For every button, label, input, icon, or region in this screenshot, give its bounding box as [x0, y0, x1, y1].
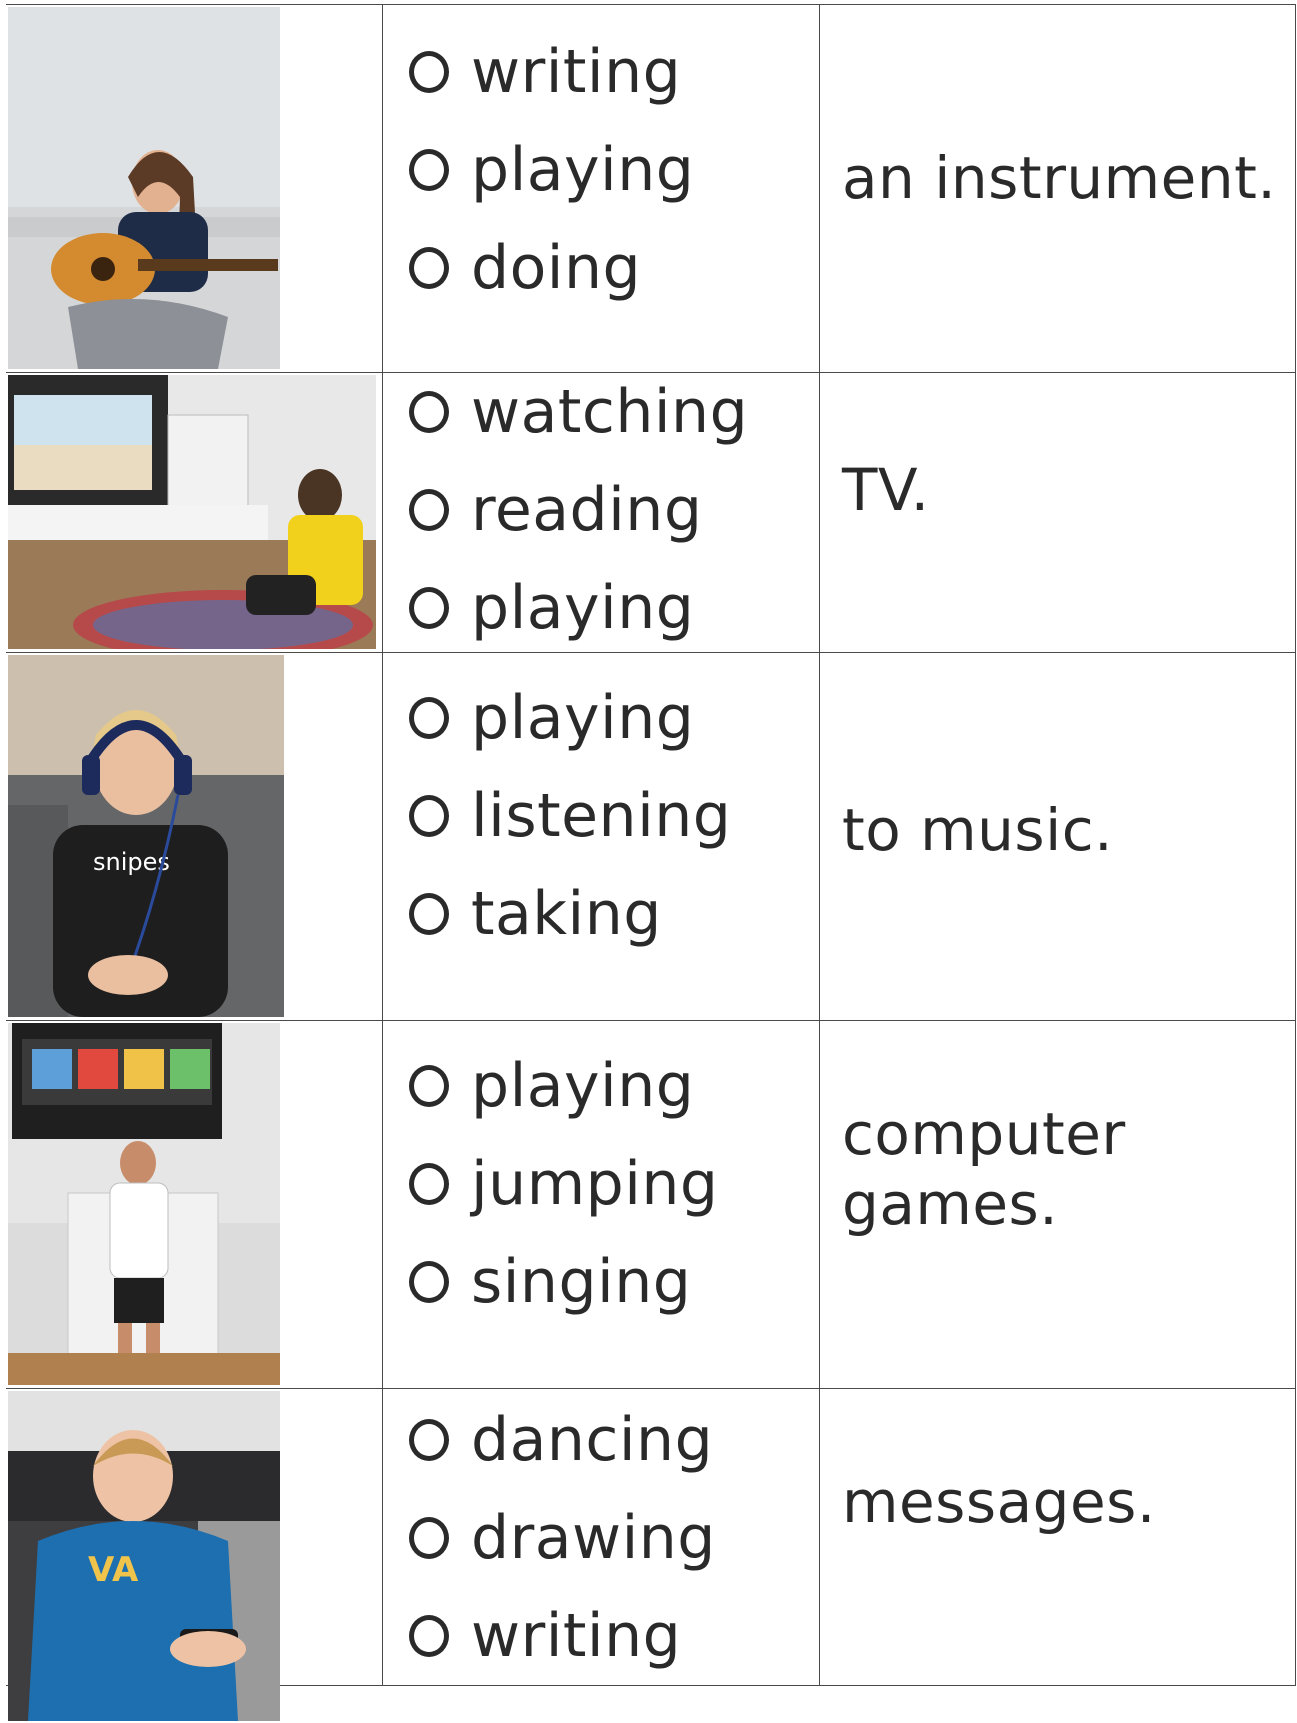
ending-cell: [820, 653, 1296, 1021]
worksheet-table: [6, 4, 1296, 1684]
options-cell: [382, 1389, 820, 1685]
table-row: [6, 4, 1296, 373]
option-item[interactable]: [409, 233, 641, 303]
options-cell: [382, 5, 820, 373]
radio-circle-icon[interactable]: [409, 697, 449, 739]
ending-cell: [820, 373, 1296, 653]
sentence-ending: to music.: [842, 796, 1114, 864]
options-cell: [382, 373, 820, 653]
option-label: playing: [471, 573, 695, 643]
option-label: doing: [471, 233, 642, 303]
radio-circle-icon[interactable]: [409, 795, 449, 837]
option-label: reading: [471, 475, 703, 545]
photo-girl-playing-guitar: [8, 7, 280, 369]
table-row: [6, 652, 1296, 1021]
option-item[interactable]: [409, 683, 694, 753]
photo-boy-standing-by-tv: [8, 1023, 280, 1385]
radio-circle-icon[interactable]: [409, 149, 449, 191]
option-item[interactable]: [409, 1247, 691, 1317]
sentence-ending: messages.: [842, 1468, 1156, 1536]
photo-boy-listening-music: [8, 655, 284, 1017]
table-row: [6, 1020, 1296, 1389]
option-item[interactable]: [409, 37, 681, 107]
option-item[interactable]: [409, 377, 748, 447]
option-item[interactable]: [409, 1503, 716, 1573]
photo-cell: [6, 653, 382, 1021]
option-label: watching: [471, 377, 749, 447]
table-row: [6, 1388, 1296, 1686]
options-cell: [382, 653, 820, 1021]
option-label: singing: [471, 1247, 692, 1317]
option-item[interactable]: [409, 1149, 719, 1219]
option-item[interactable]: [409, 1405, 713, 1475]
photo-boy-watching-tv: [8, 375, 376, 649]
photo-cell: [6, 373, 382, 653]
option-label: jumping: [471, 1149, 719, 1219]
radio-circle-icon[interactable]: [409, 391, 449, 433]
ending-cell: [820, 1021, 1296, 1389]
radio-circle-icon[interactable]: [409, 51, 449, 93]
option-label: playing: [471, 1051, 695, 1121]
option-label: dancing: [471, 1405, 714, 1475]
photo-cell: [6, 1389, 382, 1685]
radio-circle-icon[interactable]: [409, 1163, 449, 1205]
option-item[interactable]: [409, 879, 662, 949]
radio-circle-icon[interactable]: [409, 1419, 449, 1461]
option-item[interactable]: [409, 1051, 694, 1121]
svg-text:snipes: snipes: [93, 848, 170, 876]
sentence-ending: TV.: [842, 456, 930, 524]
option-item[interactable]: [409, 1601, 681, 1671]
ending-cell: [820, 1389, 1296, 1685]
option-label: playing: [471, 683, 695, 753]
ending-cell: [820, 5, 1296, 373]
option-label: writing: [471, 37, 682, 107]
option-item[interactable]: [409, 573, 694, 643]
table-row: [6, 372, 1296, 653]
sentence-ending: an instrument.: [842, 144, 1277, 212]
photo-cell: [6, 5, 382, 373]
options-cell: [382, 1021, 820, 1389]
photo-cell: [6, 1021, 382, 1389]
option-item[interactable]: [409, 135, 694, 205]
radio-circle-icon[interactable]: [409, 587, 449, 629]
option-label: playing: [471, 135, 695, 205]
radio-circle-icon[interactable]: [409, 1517, 449, 1559]
option-item[interactable]: [409, 781, 731, 851]
radio-circle-icon[interactable]: [409, 1261, 449, 1303]
radio-circle-icon[interactable]: [409, 1065, 449, 1107]
option-label: taking: [471, 879, 662, 949]
option-item[interactable]: [409, 475, 702, 545]
option-label: writing: [471, 1601, 682, 1671]
radio-circle-icon[interactable]: [409, 489, 449, 531]
option-label: drawing: [471, 1503, 716, 1573]
option-label: listening: [471, 781, 732, 851]
svg-text:VA: VA: [88, 1550, 139, 1590]
radio-circle-icon[interactable]: [409, 1615, 449, 1657]
radio-circle-icon[interactable]: [409, 893, 449, 935]
photo-boy-writing-messages: [8, 1391, 280, 1721]
radio-circle-icon[interactable]: [409, 247, 449, 289]
sentence-ending: computer games.: [842, 1100, 1126, 1238]
